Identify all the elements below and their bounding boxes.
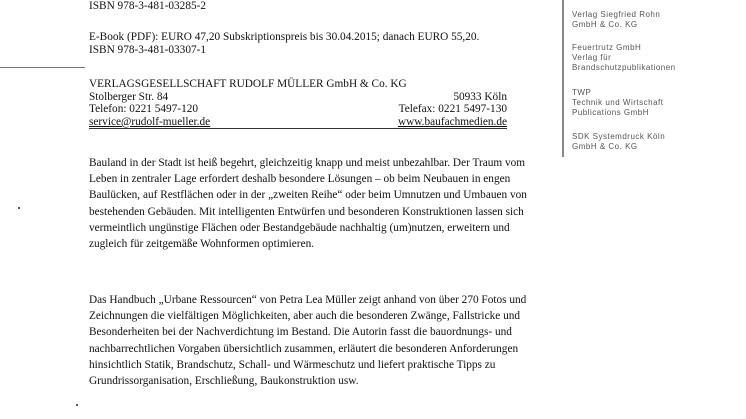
sidebar-line: Publications GmbH bbox=[572, 108, 649, 117]
sidebar-line: Verlag Siegfried Rohn bbox=[572, 10, 661, 19]
sidebar-line: GmbH & Co. KG bbox=[572, 142, 638, 151]
body-paragraph-2: Das Handbuch „Urbane Ressourcen“ von Petra Lea Müller zeigt anhand von über 270 Fotos und Zeichnungen die vielfältigen Möglichkeiten, aber auch die besonderen Zwänge, Fallstricke und Besonderheiten bei der Nachverdichtung im Bestand. Die Autorin fasst die bauordnungs- und nachbarrechtlichen Vorgaben übersichtlich zusammen, erläutert die besonderen Anforderungen hinsichtlich Statik, Brandschutz, Schall- und Wärmeschutz und liefert praktische Tipps zu Grundrissorganisation, Erschließung, Baukonstruktion usw. bbox=[89, 294, 527, 388]
left-rule bbox=[0, 67, 85, 68]
sidebar-group-rohn bbox=[572, 10, 660, 30]
publisher-street: Stolberger Str. 84 bbox=[89, 90, 169, 103]
sidebar-line: Technik und Wirtschaft bbox=[572, 98, 664, 107]
email-link[interactable]: service@rudolf-mueller.de bbox=[89, 115, 211, 128]
sidebar-line: Brandschutzpublikationen bbox=[572, 63, 676, 72]
publisher-city: 50933 Köln bbox=[453, 90, 507, 103]
address-row bbox=[89, 91, 507, 104]
bullet-dot bbox=[76, 404, 78, 406]
sidebar-group-feuertrutz bbox=[572, 43, 676, 73]
publisher-block bbox=[89, 78, 507, 129]
sidebar-line: SDK Systemdruck Köln bbox=[572, 132, 666, 141]
body-paragraph-1: Bauland in der Stadt ist heiß begehrt, gleichzeitig knapp und meist unbezahlbar. Der Traum vom Leben in zentraler Lage erfordert deshalb besondere Lösungen – ob beim Neubauen in engen Baulücken, auf Restflächen oder in der „zweiten Reihe“ oder beim Umnutzen und Umbauen von bestehenden Gebäuden. Mit intelligenten Entwürfen und besonderen Konstruktionen lassen sich vermeintlich ungünstige Flächen oder Bestandgebäude nachhaltig (um)nutzen, erweitern und zugleich für zeitgemäße Wohnformen optimieren. bbox=[89, 157, 527, 251]
sidebar-line: Feuertrutz GmbH bbox=[572, 43, 642, 52]
imprint-sidebar bbox=[562, 0, 734, 157]
publisher-phone: Telefon: 0221 5497-120 bbox=[89, 103, 199, 116]
sidebar-group-sdk bbox=[572, 132, 665, 152]
ebook-info bbox=[89, 31, 559, 56]
isbn-ebook: ISBN 978-3-481-03307-1 bbox=[89, 43, 207, 56]
contact-row bbox=[89, 103, 507, 116]
sidebar-group-twp bbox=[572, 88, 663, 118]
sidebar-line: GmbH & Co. KG bbox=[572, 20, 638, 29]
links-row bbox=[89, 116, 507, 130]
bullet-dot bbox=[18, 207, 20, 209]
sidebar-line: TWP bbox=[572, 88, 592, 97]
publisher-fax: Telefax: 0221 5497-130 bbox=[398, 103, 507, 116]
website-link[interactable]: www.baufachmedien.de bbox=[397, 115, 507, 128]
sidebar-line: Verlag für bbox=[572, 53, 612, 62]
publisher-name: VERLAGSGESELLSCHAFT RUDOLF MÜLLER GmbH & Co. KG bbox=[89, 78, 407, 90]
ebook-price-line: E-Book (PDF): EURO 47,20 Subskriptionspreis bis 30.04.2015; danach EURO 55,20. bbox=[89, 31, 480, 43]
isbn-print: ISBN 978-3-481-03285-2 bbox=[89, 0, 207, 12]
